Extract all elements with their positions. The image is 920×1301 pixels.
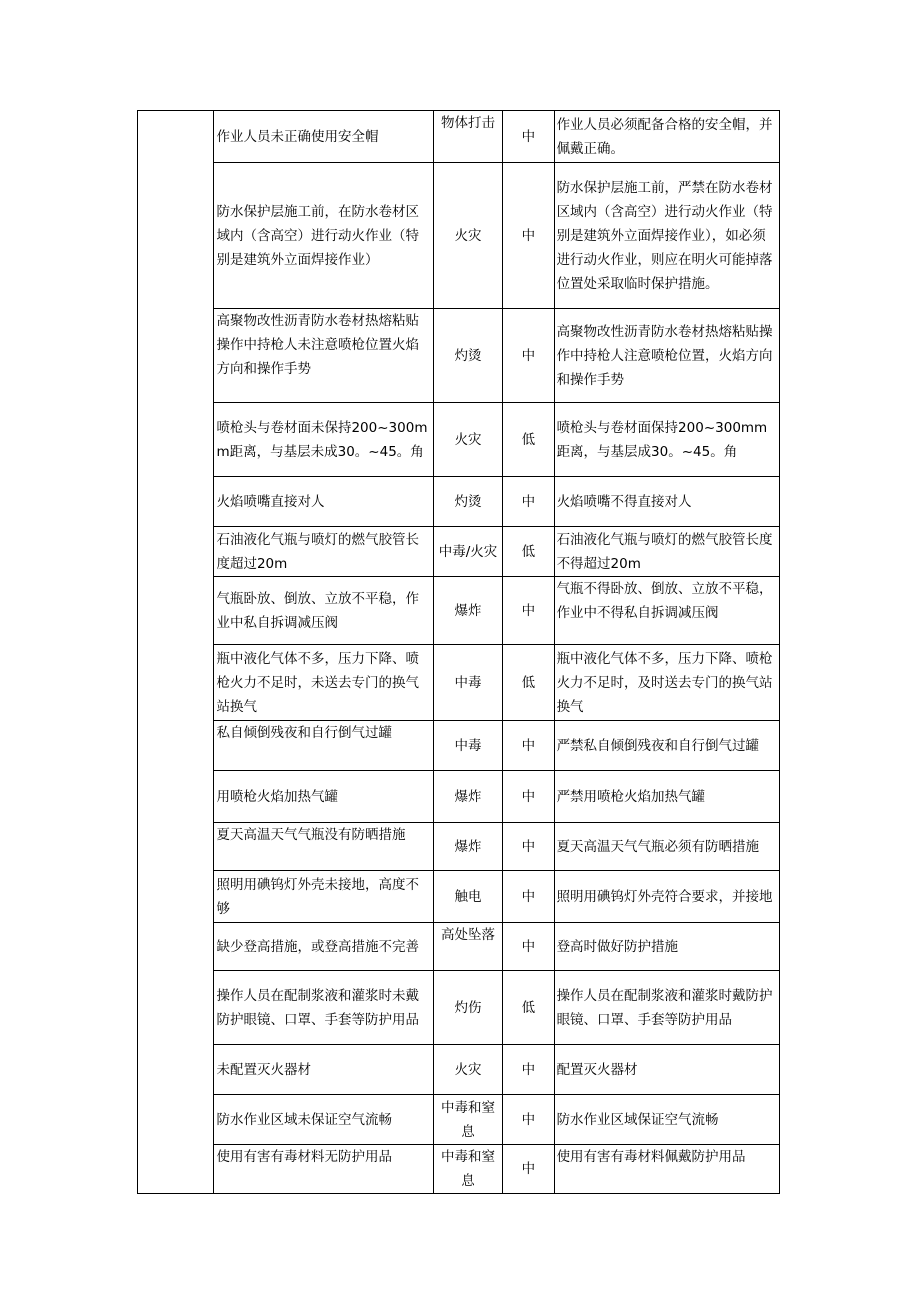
measure-cell: 照明用碘钨灯外壳符合要求，并接地 bbox=[554, 871, 779, 923]
measure-cell: 作业人员必须配备合格的安全帽，并佩戴正确。 bbox=[554, 111, 779, 163]
hazard-cell: 作业人员未正确使用安全帽 bbox=[214, 111, 433, 163]
hazard-cell: 未配置灭火器材 bbox=[214, 1045, 433, 1095]
measure-cell: 严禁用喷枪火焰加热气罐 bbox=[554, 771, 779, 823]
hazard-cell: 高聚物改性沥青防水卷材热熔粘贴操作中持枪人未注意喷枪位置火焰方向和操作手势 bbox=[214, 309, 433, 403]
consequence-cell: 爆炸 bbox=[433, 771, 502, 823]
risk-level-cell: 低 bbox=[503, 403, 554, 477]
table-row bbox=[138, 477, 780, 527]
measure-cell: 气瓶不得卧放、倒放、立放不平稳，作业中不得私自拆调减压阀 bbox=[554, 577, 779, 645]
risk-level-cell: 中 bbox=[503, 823, 554, 871]
hazard-cell: 防水保护层施工前，在防水卷材区域内（含高空）进行动火作业（特别是建筑外立面焊接作业） bbox=[214, 163, 433, 309]
hazard-cell: 火焰喷嘴直接对人 bbox=[214, 477, 433, 527]
measure-cell: 石油液化气瓶与喷灯的燃气胶管长度不得超过20m bbox=[554, 527, 779, 577]
risk-level-cell: 中 bbox=[503, 577, 554, 645]
risk-level-cell: 中 bbox=[503, 721, 554, 771]
measure-cell: 喷枪头与卷材面保持200~300mm距离，与基层成30。~45。角 bbox=[554, 403, 779, 477]
table-row bbox=[138, 1145, 780, 1194]
risk-level-cell: 中 bbox=[503, 1045, 554, 1095]
table-row bbox=[138, 577, 780, 645]
risk-level-cell: 低 bbox=[503, 645, 554, 721]
hazard-cell: 石油液化气瓶与喷灯的燃气胶管长度超过20m bbox=[214, 527, 433, 577]
hazard-cell: 照明用碘钨灯外壳未接地，高度不够 bbox=[214, 871, 433, 923]
risk-level-cell: 中 bbox=[503, 309, 554, 403]
measure-cell: 夏天高温天气气瓶必须有防晒措施 bbox=[554, 823, 779, 871]
table-row bbox=[138, 1095, 780, 1145]
consequence-cell: 中毒 bbox=[433, 645, 502, 721]
hazard-cell: 用喷枪火焰加热气罐 bbox=[214, 771, 433, 823]
hazard-cell: 防水作业区域未保证空气流畅 bbox=[214, 1095, 433, 1145]
consequence-cell: 爆炸 bbox=[433, 823, 502, 871]
measure-cell: 登高时做好防护措施 bbox=[554, 923, 779, 971]
table-row bbox=[138, 721, 780, 771]
consequence-cell: 火灾 bbox=[433, 163, 502, 309]
hazard-cell: 夏天高温天气气瓶没有防晒措施 bbox=[214, 823, 433, 871]
risk-level-cell: 中 bbox=[503, 771, 554, 823]
hazard-cell: 喷枪头与卷材面未保持200~300mm距离，与基层未成30。~45。角 bbox=[214, 403, 433, 477]
table-row bbox=[138, 871, 780, 923]
consequence-cell: 中毒/火灾 bbox=[433, 527, 502, 577]
consequence-cell: 中毒和窒息 bbox=[433, 1095, 502, 1145]
measure-cell: 瓶中液化气体不多，压力下降、喷枪火力不足时，及时送去专门的换气站换气 bbox=[554, 645, 779, 721]
table-row bbox=[138, 1045, 780, 1095]
consequence-cell: 灼伤 bbox=[433, 971, 502, 1045]
measure-cell: 使用有害有毒材料佩戴防护用品 bbox=[554, 1145, 779, 1194]
table-row bbox=[138, 971, 780, 1045]
risk-level-cell: 中 bbox=[503, 871, 554, 923]
table-row bbox=[138, 771, 780, 823]
consequence-cell: 物体打击 bbox=[433, 111, 502, 163]
consequence-cell: 灼烫 bbox=[433, 477, 502, 527]
consequence-cell: 高处坠落 bbox=[433, 923, 502, 971]
measure-cell: 严禁私自倾倒残夜和自行倒气过罐 bbox=[554, 721, 779, 771]
consequence-cell: 中毒 bbox=[433, 721, 502, 771]
risk-level-cell: 低 bbox=[503, 971, 554, 1045]
table-row bbox=[138, 403, 780, 477]
hazard-cell: 操作人员在配制浆液和灌浆时未戴防护眼镜、口罩、手套等防护用品 bbox=[214, 971, 433, 1045]
consequence-cell: 灼烫 bbox=[433, 309, 502, 403]
measure-cell: 高聚物改性沥青防水卷材热熔粘贴操作中持枪人注意喷枪位置，火焰方向和操作手势 bbox=[554, 309, 779, 403]
risk-level-cell: 中 bbox=[503, 477, 554, 527]
consequence-cell: 中毒和窒息 bbox=[433, 1145, 502, 1194]
hazard-cell: 使用有害有毒材料无防护用品 bbox=[214, 1145, 433, 1194]
table-row bbox=[138, 163, 780, 309]
risk-level-cell: 中 bbox=[503, 1145, 554, 1194]
measure-cell: 防水保护层施工前，严禁在防水卷材区域内（含高空）进行动火作业（特别是建筑外立面焊接作业），如必须进行动火作业，则应在明火可能掉落位置处采取临时保护措施。 bbox=[554, 163, 779, 309]
table-row bbox=[138, 645, 780, 721]
measure-cell: 火焰喷嘴不得直接对人 bbox=[554, 477, 779, 527]
risk-level-cell: 中 bbox=[503, 111, 554, 163]
risk-level-cell: 中 bbox=[503, 923, 554, 971]
consequence-cell: 爆炸 bbox=[433, 577, 502, 645]
category-cell bbox=[138, 111, 214, 1194]
risk-table bbox=[137, 110, 780, 1194]
measure-cell: 配置灭火器材 bbox=[554, 1045, 779, 1095]
table-row bbox=[138, 111, 780, 163]
measure-cell: 防水作业区域保证空气流畅 bbox=[554, 1095, 779, 1145]
risk-level-cell: 中 bbox=[503, 1095, 554, 1145]
risk-level-cell: 中 bbox=[503, 163, 554, 309]
consequence-cell: 火灾 bbox=[433, 1045, 502, 1095]
hazard-cell: 气瓶卧放、倒放、立放不平稳，作业中私自拆调减压阀 bbox=[214, 577, 433, 645]
table-row bbox=[138, 823, 780, 871]
table-row bbox=[138, 309, 780, 403]
table-row bbox=[138, 527, 780, 577]
hazard-cell: 瓶中液化气体不多，压力下降、喷枪火力不足时，未送去专门的换气站换气 bbox=[214, 645, 433, 721]
measure-cell: 操作人员在配制浆液和灌浆时戴防护眼镜、口罩、手套等防护用品 bbox=[554, 971, 779, 1045]
table-row bbox=[138, 923, 780, 971]
hazard-cell: 缺少登高措施，或登高措施不完善 bbox=[214, 923, 433, 971]
consequence-cell: 触电 bbox=[433, 871, 502, 923]
hazard-cell: 私自倾倒残夜和自行倒气过罐 bbox=[214, 721, 433, 771]
risk-level-cell: 低 bbox=[503, 527, 554, 577]
consequence-cell: 火灾 bbox=[433, 403, 502, 477]
